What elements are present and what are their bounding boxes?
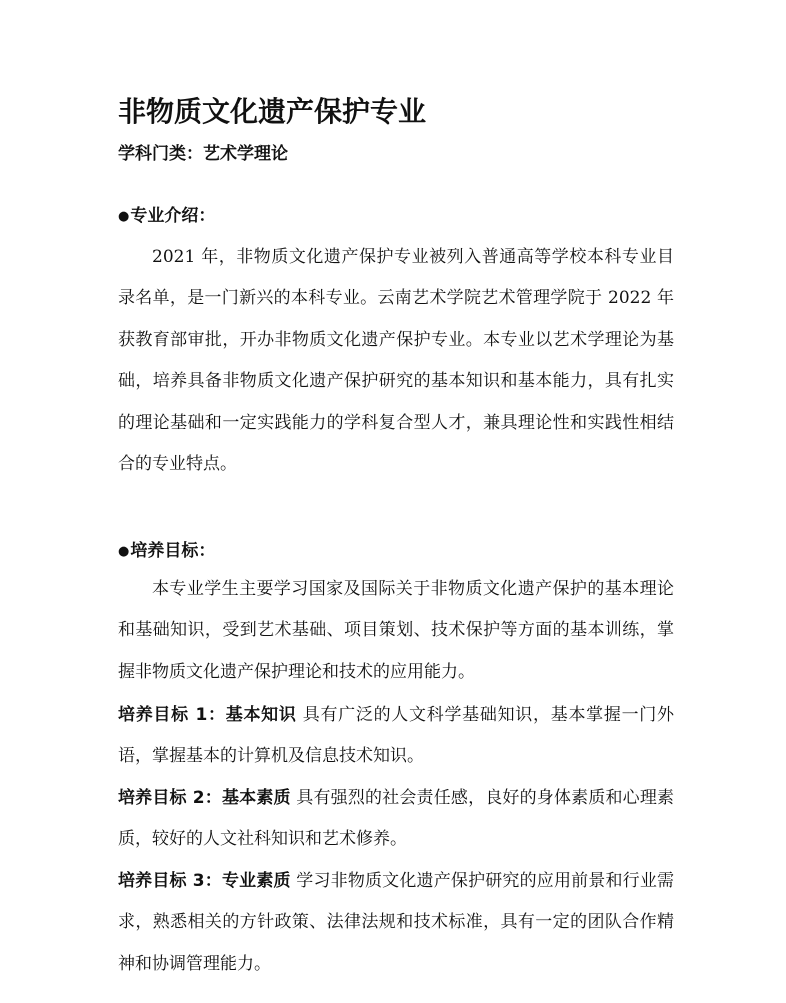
bullet-icon: ● bbox=[118, 544, 130, 559]
section-heading-intro bbox=[118, 203, 215, 230]
document-title: 非物质文化遗产保护专业 bbox=[118, 95, 427, 128]
goal-text: 具有强烈的社会责任感，良好的身体素质和心理素质，较好的人文社科知识和艺术修养。 bbox=[118, 788, 675, 850]
section-heading-label: 培养目标： bbox=[130, 541, 216, 561]
intro-paragraph: 2021 年，非物质文化遗产保护专业被列入普通高等学校本科专业目录名单，是一门新兴的本科专业。云南艺术学院艺术管理学院于 2022 年获教育部审批，开办非物质文化遗产保护专业。本专业以艺术学理论为基础，培养具备非物质文化遗产保护研究的基本知识和基本能力，具有扎实的理论基础和一定实践能力的学科复合型人才，兼具理论性和实践性相结合的专业特点。 bbox=[118, 247, 674, 475]
goals-paragraph: 本专业学生主要学习国家及国际关于非物质文化遗产保护的基本理论和基础知识，受到艺术基础、项目策划、技术保护等方面的基本训练，掌握非物质文化遗产保护理论和技术的应用能力。 bbox=[118, 579, 674, 682]
bullet-icon: ● bbox=[118, 209, 130, 224]
section-heading-goals bbox=[118, 538, 215, 565]
goal-item-1 bbox=[118, 695, 674, 778]
section-heading-label: 专业介绍： bbox=[130, 206, 216, 226]
discipline-category: 学科门类：艺术学理论 bbox=[118, 144, 288, 164]
goal-label: 培养目标 2：基本素质 bbox=[118, 788, 291, 808]
goal-item-2 bbox=[118, 778, 674, 861]
goal-text: 具有广泛的人文科学基础知识，基本掌握一门外语，掌握基本的计算机及信息技术知识。 bbox=[118, 705, 675, 767]
goal-label: 培养目标 1：基本知识 bbox=[118, 705, 297, 725]
goal-label: 培养目标 3：专业素质 bbox=[118, 871, 291, 891]
goal-text: 学习非物质文化遗产保护研究的应用前景和行业需求，熟悉相关的方针政策、法律法规和技术标准，具有一定的团队合作精神和协调管理能力。 bbox=[118, 871, 675, 974]
goal-item-3 bbox=[118, 861, 674, 985]
